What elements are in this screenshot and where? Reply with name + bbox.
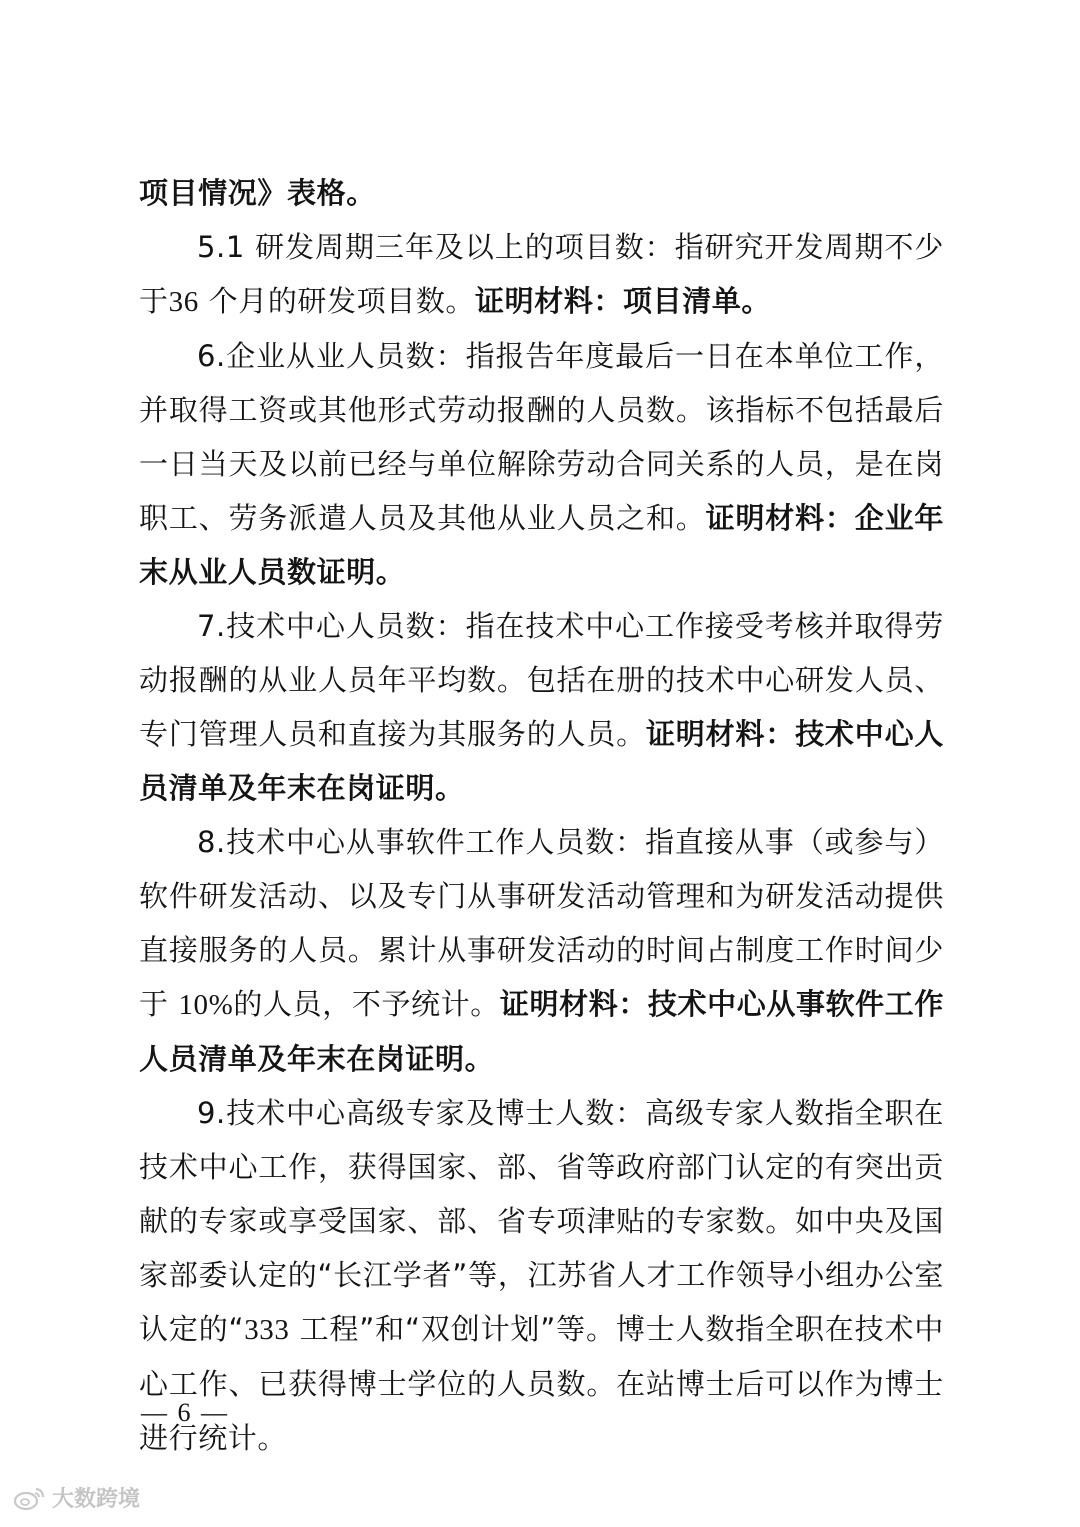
watermark xyxy=(12,1482,140,1513)
evidence-requirement-text: 项目情况》表格。 xyxy=(139,176,376,210)
evidence-requirement-text: 证明材料：项目清单。 xyxy=(475,284,772,318)
evidence-requirement-text: 证明材料：技术中心人员清单及年末在岗证明。 xyxy=(139,717,944,805)
paragraph-text: 8.技术中心从事软件工作人员数：指直接从事（或参与）软件研发活动、以及专门从事研发活动管理和为研发活动提供直接服务的人员。累计从事研发活动的时间占制度工作时间少于 xyxy=(139,825,944,1021)
number-text: 333 xyxy=(244,1314,290,1346)
weibo-logo-icon xyxy=(12,1485,46,1511)
evidence-requirement-text: 证明材料：企业年末从业人员数证明。 xyxy=(139,501,944,589)
paragraph-p9 xyxy=(139,1086,944,1465)
paragraph-text: 7.技术中心人员数：指在技术中心工作接受考核并取得劳动报酬的从业人员年平均数。包括在册的技术中心研发人员、专门管理人员和直接为其服务的人员。 xyxy=(139,609,944,751)
evidence-requirement-text: 证明材料：技术中心从事软件工作人员清单及年末在岗证明。 xyxy=(139,987,944,1076)
page-number: — 6 — xyxy=(141,1398,229,1427)
paragraph-p7 xyxy=(139,599,944,815)
paragraph-p5_1 xyxy=(139,220,944,329)
paragraph-text: 5.1 研发周期三年及以上的项目数：指研究开发周期不少于 xyxy=(139,230,944,318)
number-text: 36 xyxy=(168,286,199,318)
paragraph-text: 9.技术中心高级专家及博士人数：高级专家人数指全职在技术中心工作，获得国家、部、省等政府部门认定的有突出贡献的专家或享受国家、部、省专项津贴的专家数。如中央及国家部委认定的“长江学者”等，江苏省人才工作领导小组办公室认定的“ xyxy=(139,1096,944,1346)
paragraph-text: 的人员，不予统计。 xyxy=(233,987,500,1021)
watermark-text: 大数跨境 xyxy=(52,1487,141,1512)
number-text: 10% xyxy=(178,989,234,1021)
paragraph-text: 6.企业从业人员数：指报告年度最后一日在本单位工作，并取得工资或其他形式劳动报酬的人员数。该指标不包括最后一日当天及以前已经与单位解除劳动合同关系的人员，是在岗职工、劳务派遣人员及其他从业人员之和。 xyxy=(139,339,944,535)
paragraph-p0 xyxy=(139,166,944,220)
document-body xyxy=(139,166,944,1465)
paragraph-text: 工程”和“双创计划”等。博士人数指全职在技术中心工作、已获得博士学位的人员数。在站博士后可以作为博士进行统计。 xyxy=(139,1312,944,1455)
paragraph-text: 个月的研发项目数。 xyxy=(198,284,476,318)
paragraph-p6 xyxy=(139,329,944,599)
paragraph-p8 xyxy=(139,815,944,1086)
